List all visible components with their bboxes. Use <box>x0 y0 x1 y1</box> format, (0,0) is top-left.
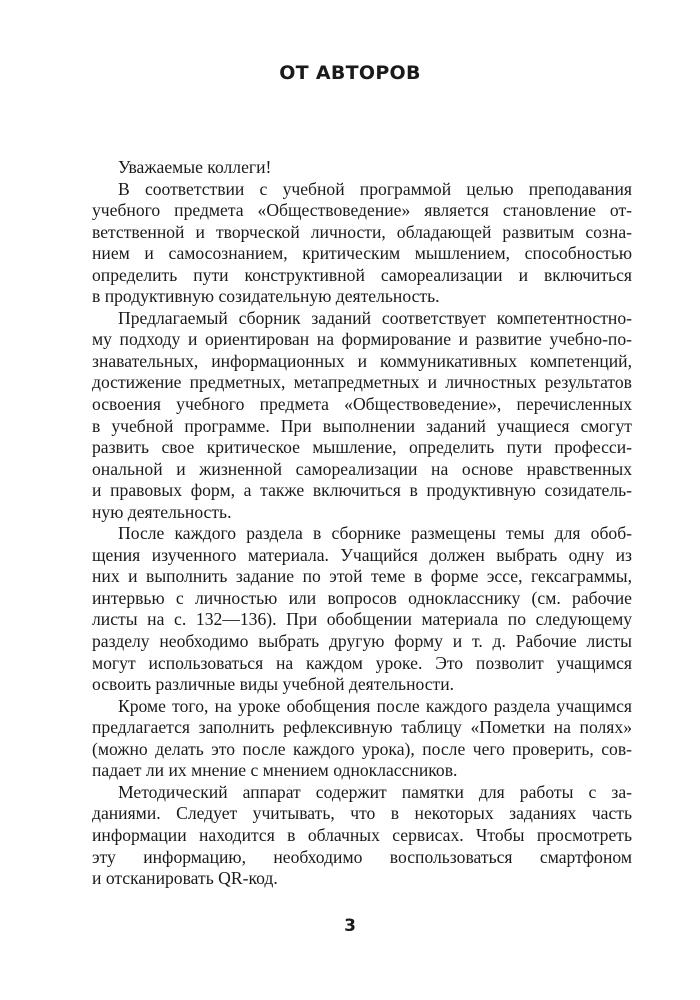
text-line: щения изученного материала. Учащийся должен выбрать одну из <box>92 544 632 565</box>
text-line: интервью с личностью или вопросов однокласснику (см. рабочие <box>92 587 632 608</box>
paragraph <box>92 782 632 890</box>
text-line: листы на с. 132—136). При обобщении материала по следующему <box>92 609 632 630</box>
text-line: Кроме того, на уроке обобщения после каждого раздела учащимся <box>118 695 632 716</box>
paragraph <box>92 179 632 308</box>
text-line: разделу необходимо выбрать другую форму и т. д. Рабочие листы <box>92 631 632 652</box>
text-line: в продуктивную созидательную деятельность. <box>92 286 440 307</box>
paragraph <box>92 696 632 782</box>
text-line: ональной и жизненной самореализации на основе нравственных <box>92 458 632 479</box>
paragraph <box>92 308 632 523</box>
text-line: определить пути конструктивной самореализации и включиться <box>92 264 632 285</box>
text-line: (можно делать это после каждого урока), после чего проверить, сов- <box>92 738 632 759</box>
text-line: развить свое критическое мышление, определить пути професси- <box>92 437 632 458</box>
text-line: освоить различные виды учебной деятельности. <box>92 674 455 695</box>
text-line: них и выполнить задание по этой теме в форме эссе, гексаграммы, <box>92 566 632 587</box>
text-line: ветственной и творческой личности, обладающей развитым созна- <box>92 221 632 242</box>
paragraph <box>92 157 632 179</box>
page-title: ОТ АВТОРОВ <box>279 62 421 84</box>
text-line: освоения учебного предмета «Обществоведение», перечисленных <box>92 394 632 415</box>
text-line: эту информацию, необходимо воспользоваться смартфоном <box>92 846 632 867</box>
text-line: После каждого раздела в сборнике размещены темы для обоб- <box>118 523 632 544</box>
page-number: 3 <box>344 916 356 936</box>
text-line: и правовых форм, а также включиться в продуктивную созидатель- <box>92 480 632 501</box>
text-line: информации находится в облачных сервисах. Чтобы просмотреть <box>92 824 632 845</box>
text-line: му подходу и ориентирован на формирование и развитие учебно-по- <box>92 329 632 350</box>
text-line: могут использоваться на каждом уроке. Это позволит учащимся <box>92 652 632 673</box>
text-line: Уважаемые коллеги! <box>118 157 272 177</box>
text-line: нием и самосознанием, критическим мышлением, способностью <box>92 243 632 264</box>
text-line: ную деятельность. <box>92 501 232 522</box>
text-line: предлагается заполнить рефлексивную таблицу «Пометки на полях» <box>92 717 632 738</box>
text-line: достижение предметных, метапредметных и личностных результатов <box>92 372 632 393</box>
text-line: В соответствии с учебной программой целью преподавания <box>118 178 632 199</box>
body-text <box>92 157 632 890</box>
paragraph <box>92 523 632 695</box>
text-line: и отсканировать QR-код. <box>92 868 278 889</box>
text-line: даниями. Следует учитывать, что в некоторых заданиях часть <box>92 803 632 824</box>
text-line: Предлагаемый сборник заданий соответствует компетентностно- <box>118 307 632 328</box>
text-line: знавательных, информационных и коммуникативных компетенций, <box>92 350 632 371</box>
text-line: учебного предмета «Обществоведение» является становление от- <box>92 200 632 221</box>
text-line: падает ли их мнение с мнением одноклассников. <box>92 760 458 781</box>
text-line: в учебной программе. При выполнении заданий учащиеся смогут <box>92 415 632 436</box>
text-line: Методический аппарат содержит памятки для работы с за- <box>118 781 632 802</box>
